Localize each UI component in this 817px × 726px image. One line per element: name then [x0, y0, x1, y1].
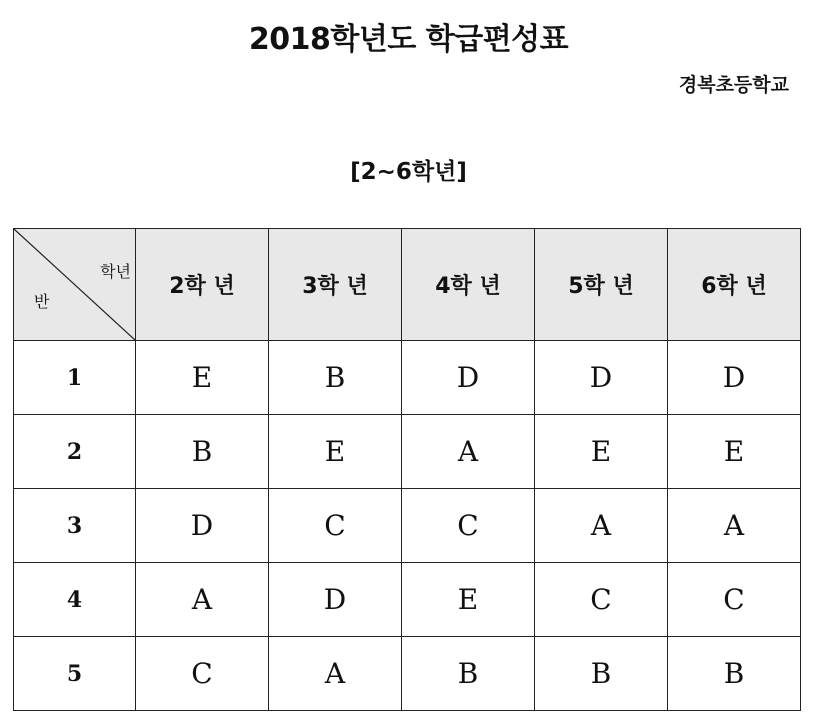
table-cell: A	[269, 637, 402, 711]
page-title: 2018학년도 학급편성표	[248, 22, 569, 57]
header-row	[14, 229, 801, 341]
class-number-cell: 5	[14, 637, 136, 711]
table-row	[14, 637, 801, 711]
table-cell: D	[136, 489, 269, 563]
table-cell: D	[269, 563, 402, 637]
diagonal-divider	[14, 229, 135, 340]
table-cell: B	[269, 341, 402, 415]
table-cell: C	[402, 489, 535, 563]
grade-header: 3학 년	[269, 229, 402, 341]
class-assignment-table	[13, 228, 801, 711]
table-cell: C	[136, 637, 269, 711]
table-cell: A	[136, 563, 269, 637]
grade-header: 5학 년	[535, 229, 668, 341]
table-cell: D	[668, 341, 801, 415]
table-cell: C	[668, 563, 801, 637]
table-cell: A	[668, 489, 801, 563]
grade-header: 2학 년	[136, 229, 269, 341]
class-number-cell: 3	[14, 489, 136, 563]
table-cell: B	[402, 637, 535, 711]
table-cell: D	[402, 341, 535, 415]
table-cell: D	[535, 341, 668, 415]
grade-header: 6학 년	[668, 229, 801, 341]
table-cell: E	[269, 415, 402, 489]
class-number-cell: 2	[14, 415, 136, 489]
school-name: 경복초등학교	[678, 74, 789, 96]
table-cell: A	[402, 415, 535, 489]
table-cell: E	[402, 563, 535, 637]
table-cell: C	[535, 563, 668, 637]
table-cell: E	[136, 341, 269, 415]
table-cell: E	[535, 415, 668, 489]
table-cell: B	[668, 637, 801, 711]
table-cell: B	[535, 637, 668, 711]
table-row	[14, 415, 801, 489]
table-cell: A	[535, 489, 668, 563]
table-cell: E	[668, 415, 801, 489]
table-cell: C	[269, 489, 402, 563]
grade-header: 4학 년	[402, 229, 535, 341]
table-cell: B	[136, 415, 269, 489]
table-row	[14, 341, 801, 415]
corner-class-label: 반	[34, 292, 50, 311]
class-number-cell: 4	[14, 563, 136, 637]
corner-header-cell	[14, 229, 136, 341]
corner-grade-label: 학년	[100, 262, 131, 281]
table-row	[14, 563, 801, 637]
table-row	[14, 489, 801, 563]
class-number-cell: 1	[14, 341, 136, 415]
table-subtitle: [2~6학년]	[350, 159, 467, 185]
